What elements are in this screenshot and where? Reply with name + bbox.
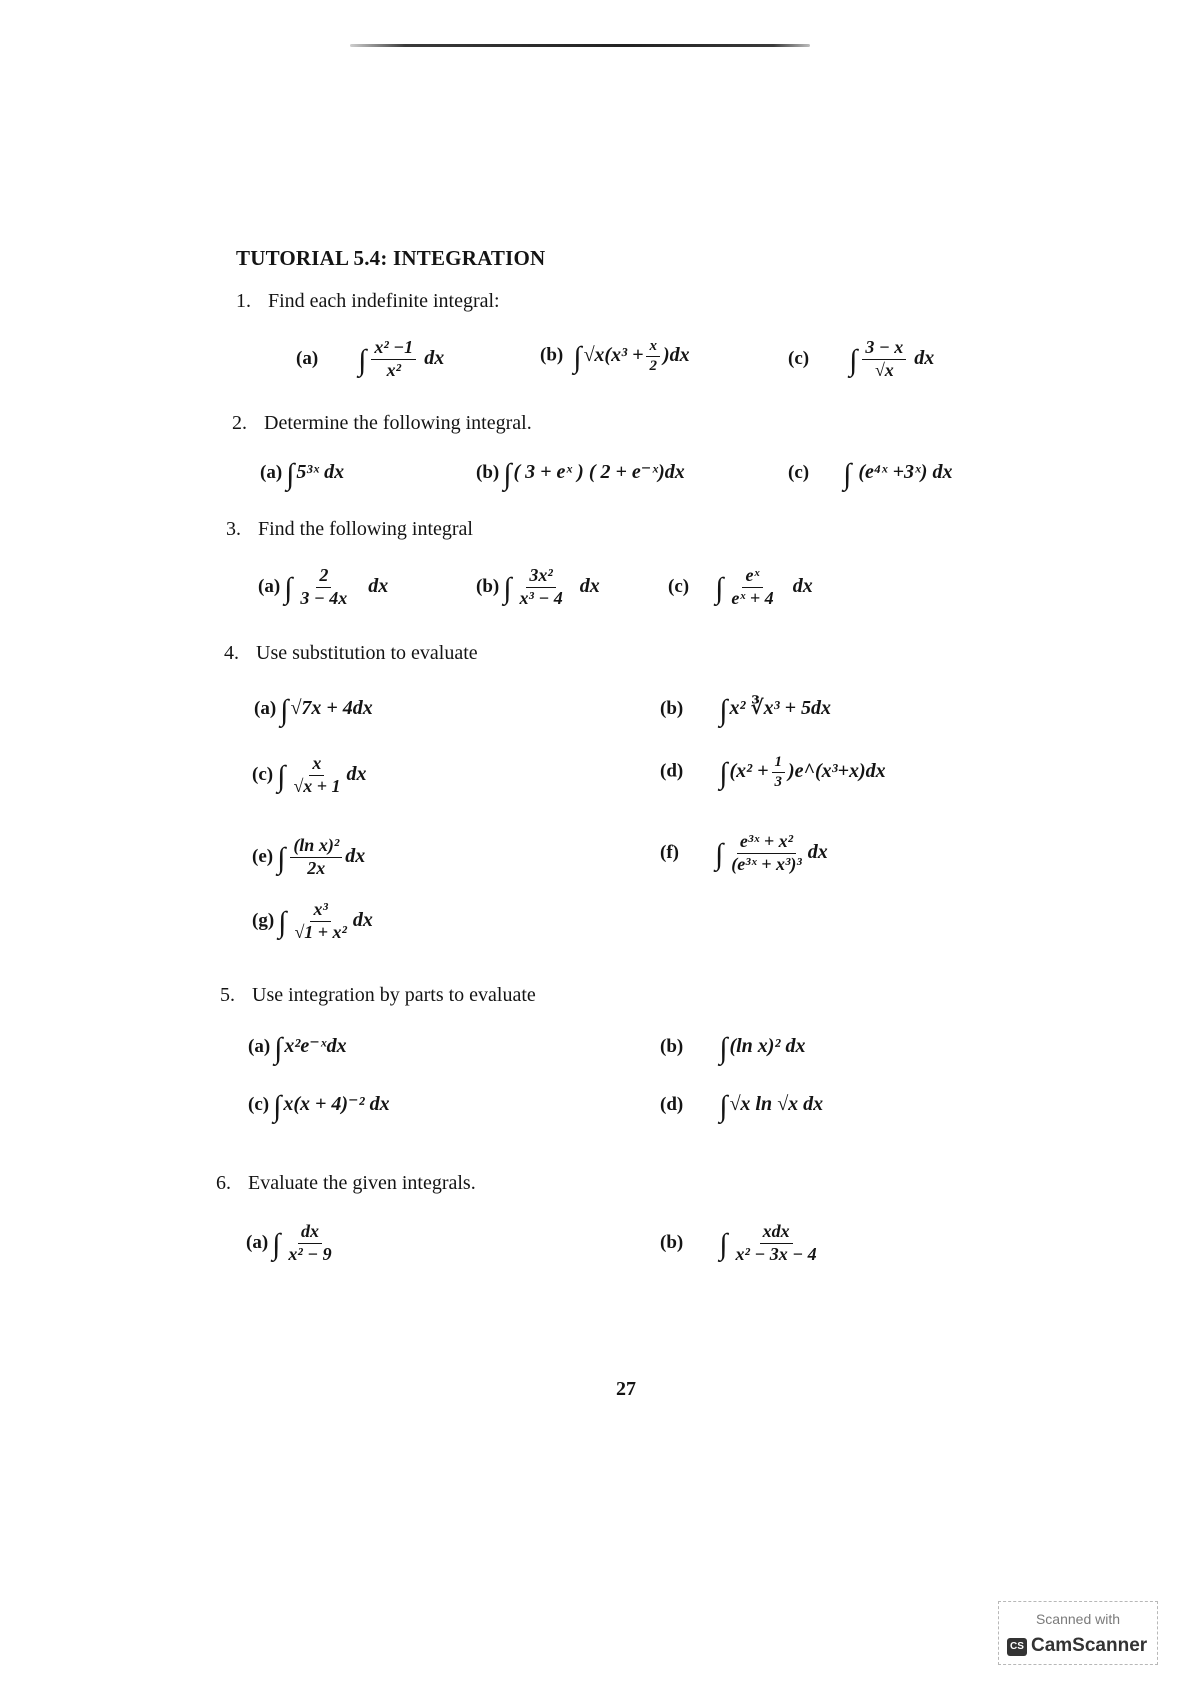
q4-part-d: (d) ∫ (x² + $\frac{1}{3}$ )e^(x³+x)dx <box>660 754 886 790</box>
top-rule <box>350 44 810 47</box>
q4-part-e: (e) ∫ $\frac{\text{(ln x)²}}{2x}$ dx <box>252 835 366 878</box>
q2-part-c: (c) ∫ (e⁴ˣ +3ˣ) dx <box>788 458 953 491</box>
q3-part-c: (c) ∫ $\frac{\text{eˣ}}{\text{eˣ + 4}}$ dx <box>668 565 813 608</box>
question-1: 1. Find each indefinite integral: <box>236 290 500 312</box>
page-number: 27 <box>616 1378 636 1400</box>
q4-part-b: (b) ∫ x² ∛x³ + 5dx <box>660 694 831 727</box>
q5-part-a: (a) ∫ x²e⁻ˣdx <box>248 1032 347 1065</box>
question-6: 6. Evaluate the given integrals. <box>216 1172 476 1194</box>
q5-part-c: (c) ∫ x(x + 4)⁻² dx <box>248 1090 390 1123</box>
q3-part-a: (a) ∫ $\frac{2}{3 - 4x}$ dx <box>258 565 389 608</box>
q1-part-b: (b) ∫ √x(x³ + $\frac{x}{2}$ )dx <box>540 338 690 374</box>
watermark-line2: CamScanner <box>1031 1635 1148 1656</box>
page-title: TUTORIAL 5.4: INTEGRATION <box>236 246 546 270</box>
question-3: 3. Find the following integral <box>226 518 473 540</box>
q6-part-b: (b) ∫ $\frac{\text{xdx}}{\text{x² − 3x − 4}}$ <box>660 1221 817 1264</box>
q2-part-a: (a) ∫ 5³ˣ dx <box>260 458 345 491</box>
q3-part-b: (b) ∫ $\frac{\text{3x²}}{\text{x³ − 4}}$ dx <box>476 565 600 608</box>
q6-part-a: (a) ∫ $\frac{dx}{\text{x² − 9}}$ <box>246 1221 332 1264</box>
camscanner-logo-icon: CS <box>1007 1638 1027 1656</box>
question-4: 4. Use substitution to evaluate <box>224 642 478 664</box>
q5-part-d: (d) ∫ √x ln √x dx <box>660 1090 824 1123</box>
watermark-line1: Scanned with <box>1035 1611 1121 1627</box>
q5-part-b: (b) ∫ (ln x)² dx <box>660 1032 806 1065</box>
q1-part-a: (a) ∫ $\frac{\text{x² −1}}{\text{x²}}$ dx <box>296 337 445 380</box>
q4-part-f: (f) ∫ $\frac{\text{e³ˣ + x²}}{\text{(e³ˣ + x³)³}}$ dx <box>660 831 828 874</box>
q2-part-b: (b) ∫ ( 3 + eˣ ) ( 2 + e⁻ˣ)dx <box>476 458 685 491</box>
q1-part-c: (c) ∫ $\frac{3 - x}{√x}$ dx <box>788 337 935 380</box>
question-5: 5. Use integration by parts to evaluate <box>220 984 536 1006</box>
question-2: 2. Determine the following integral. <box>232 412 532 434</box>
q4-part-a: (a) ∫ √7x + 4dx <box>254 694 373 727</box>
q4-part-c: (c) ∫ $\frac{x}{√x + 1}$ dx <box>252 753 367 796</box>
q4-part-g: (g) ∫ $\frac{\text{x³}}{\text{√1 + x²}}$ dx <box>252 899 373 942</box>
camscanner-watermark <box>998 1601 1158 1665</box>
